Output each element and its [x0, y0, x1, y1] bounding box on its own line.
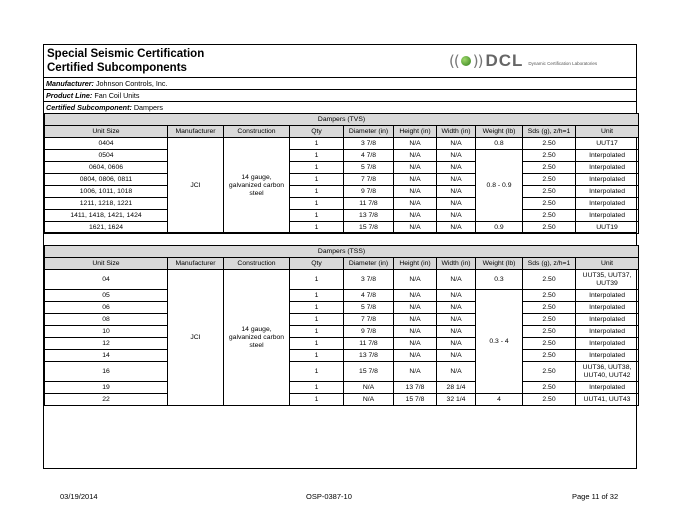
unit-cell: Interpolated: [576, 198, 639, 210]
unit-size-cell: 06: [45, 302, 168, 314]
unit-cell: UUT41, UUT43: [576, 394, 639, 406]
table-row: [45, 270, 639, 290]
height-cell: N/A: [394, 290, 437, 302]
unit-size-cell: 1411, 1418, 1421, 1424: [45, 210, 168, 222]
qty-cell: 1: [290, 350, 344, 362]
column-header: Unit Size: [45, 126, 168, 138]
unit-size-cell: 1211, 1218, 1221: [45, 198, 168, 210]
dcl-logo: [449, 51, 597, 71]
sds-cell: 2.50: [523, 162, 576, 174]
diameter-cell: 4 7/8: [344, 290, 394, 302]
column-header: Qty: [290, 258, 344, 270]
unit-cell: UUT35, UUT37, UUT39: [576, 270, 639, 290]
qty-cell: 1: [290, 382, 344, 394]
sds-cell: 2.50: [523, 302, 576, 314]
table-row: [45, 198, 639, 210]
column-header: Unit: [576, 258, 639, 270]
manufacturer-label: Manufacturer:: [46, 79, 94, 88]
table-row: [45, 290, 639, 302]
unit-size-cell: 16: [45, 362, 168, 382]
construction-cell: 14 gauge, galvanized carbon steel: [224, 138, 290, 234]
weight-cell: 0.3: [476, 270, 523, 290]
height-cell: N/A: [394, 186, 437, 198]
column-header: Unit: [576, 126, 639, 138]
unit-size-cell: 0504: [45, 150, 168, 162]
unit-size-cell: 14: [45, 350, 168, 362]
width-cell: N/A: [437, 162, 476, 174]
unit-cell: UUT19: [576, 222, 639, 234]
unit-cell: Interpolated: [576, 314, 639, 326]
unit-cell: Interpolated: [576, 210, 639, 222]
qty-cell: 1: [290, 302, 344, 314]
unit-size-cell: 04: [45, 270, 168, 290]
unit-cell: Interpolated: [576, 150, 639, 162]
sds-cell: 2.50: [523, 326, 576, 338]
column-header: Height (in): [394, 258, 437, 270]
width-cell: N/A: [437, 290, 476, 302]
diameter-cell: 3 7/8: [344, 138, 394, 150]
unit-size-cell: 1621, 1624: [45, 222, 168, 234]
section-title-row: [45, 246, 639, 258]
width-cell: N/A: [437, 210, 476, 222]
diameter-cell: 5 7/8: [344, 302, 394, 314]
weight-range-cell: 0.8 - 0.9: [476, 150, 523, 222]
height-cell: N/A: [394, 210, 437, 222]
width-cell: 32 1/4: [437, 394, 476, 406]
height-cell: N/A: [394, 350, 437, 362]
column-header: Weight (lb): [476, 258, 523, 270]
width-cell: N/A: [437, 314, 476, 326]
unit-cell: Interpolated: [576, 338, 639, 350]
unit-size-cell: 1006, 1011, 1018: [45, 186, 168, 198]
footer-doc-id: OSP-0387-10: [306, 492, 352, 501]
diameter-cell: 11 7/8: [344, 338, 394, 350]
table-row: [45, 162, 639, 174]
sds-cell: 2.50: [523, 198, 576, 210]
table-row: [45, 138, 639, 150]
unit-size-cell: 0404: [45, 138, 168, 150]
unit-size-cell: 22: [45, 394, 168, 406]
subcomponent-line: [44, 101, 636, 113]
sds-cell: 2.50: [523, 362, 576, 382]
sds-cell: 2.50: [523, 186, 576, 198]
sds-cell: 2.50: [523, 338, 576, 350]
sds-cell: 2.50: [523, 210, 576, 222]
column-header-row: [45, 258, 639, 270]
certification-sheet: [43, 44, 637, 469]
unit-cell: UUT17: [576, 138, 639, 150]
unit-cell: Interpolated: [576, 382, 639, 394]
construction-cell: 14 gauge, galvanized carbon steel: [224, 270, 290, 406]
unit-size-cell: 12: [45, 338, 168, 350]
sds-cell: 2.50: [523, 382, 576, 394]
height-cell: N/A: [394, 138, 437, 150]
sheet-title: Special Seismic Certification: [47, 48, 205, 60]
table-row: [45, 382, 639, 394]
width-cell: N/A: [437, 362, 476, 382]
height-cell: N/A: [394, 174, 437, 186]
unit-cell: Interpolated: [576, 326, 639, 338]
footer-page-number: Page 11 of 32: [572, 492, 619, 501]
manufacturer-cell: JCI: [168, 270, 224, 406]
qty-cell: 1: [290, 138, 344, 150]
sheet-header: [44, 45, 636, 77]
sds-cell: 2.50: [523, 138, 576, 150]
width-cell: N/A: [437, 174, 476, 186]
unit-size-cell: 05: [45, 290, 168, 302]
sds-cell: 2.50: [523, 270, 576, 290]
width-cell: N/A: [437, 326, 476, 338]
column-header: Weight (lb): [476, 126, 523, 138]
manufacturer-cell: JCI: [168, 138, 224, 234]
sds-cell: 2.50: [523, 150, 576, 162]
table-row: [45, 186, 639, 198]
width-cell: N/A: [437, 150, 476, 162]
unit-size-cell: 0604, 0606: [45, 162, 168, 174]
weight-cell: 4: [476, 394, 523, 406]
subcomponent-label: Certified Subcomponent:: [46, 103, 132, 112]
qty-cell: 1: [290, 186, 344, 198]
height-cell: N/A: [394, 270, 437, 290]
qty-cell: 1: [290, 362, 344, 382]
height-cell: N/A: [394, 302, 437, 314]
unit-size-cell: 0804, 0806, 0811: [45, 174, 168, 186]
qty-cell: 1: [290, 314, 344, 326]
qty-cell: 1: [290, 270, 344, 290]
logo-wave-left-icon: ((: [449, 52, 459, 70]
table-row: [45, 314, 639, 326]
height-cell: N/A: [394, 222, 437, 234]
diameter-cell: 4 7/8: [344, 150, 394, 162]
manufacturer-line: [44, 77, 636, 89]
diameter-cell: 7 7/8: [344, 314, 394, 326]
height-cell: N/A: [394, 326, 437, 338]
diameter-cell: 15 7/8: [344, 362, 394, 382]
sds-cell: 2.50: [523, 174, 576, 186]
qty-cell: 1: [290, 162, 344, 174]
height-cell: N/A: [394, 150, 437, 162]
table-row: [45, 338, 639, 350]
width-cell: N/A: [437, 198, 476, 210]
section-title: Dampers (TSS): [45, 246, 639, 258]
section-title: Dampers (TVS): [45, 114, 639, 126]
height-cell: N/A: [394, 362, 437, 382]
weight-range-cell: 0.3 - 4: [476, 290, 523, 394]
tvs-dampers-table: [44, 113, 639, 234]
sds-cell: 2.50: [523, 350, 576, 362]
table-row: [45, 210, 639, 222]
qty-cell: 1: [290, 222, 344, 234]
width-cell: N/A: [437, 338, 476, 350]
unit-cell: Interpolated: [576, 186, 639, 198]
table-row: [45, 174, 639, 186]
column-header: Sds (g), z/h=1: [523, 126, 576, 138]
column-header: Qty: [290, 126, 344, 138]
tss-dampers-table: [44, 245, 639, 406]
diameter-cell: N/A: [344, 394, 394, 406]
logo-green-dot-icon: [461, 56, 471, 66]
column-header: Unit Size: [45, 258, 168, 270]
column-header: Diameter (in): [344, 258, 394, 270]
diameter-cell: 11 7/8: [344, 198, 394, 210]
section-divider: [44, 232, 636, 233]
qty-cell: 1: [290, 290, 344, 302]
diameter-cell: 15 7/8: [344, 222, 394, 234]
height-cell: 13 7/8: [394, 382, 437, 394]
subcomponent-value: Dampers: [133, 103, 164, 112]
logo-wave-right-icon: )): [472, 52, 483, 70]
diameter-cell: 9 7/8: [344, 186, 394, 198]
table-row: [45, 362, 639, 382]
unit-cell: Interpolated: [576, 350, 639, 362]
table-row: [45, 394, 639, 406]
logo-text: DCL: [485, 51, 524, 70]
column-header: Diameter (in): [344, 126, 394, 138]
unit-size-cell: 19: [45, 382, 168, 394]
diameter-cell: 13 7/8: [344, 350, 394, 362]
height-cell: N/A: [394, 162, 437, 174]
qty-cell: 1: [290, 326, 344, 338]
width-cell: N/A: [437, 350, 476, 362]
width-cell: N/A: [437, 138, 476, 150]
sheet-subtitle: Certified Subcomponents: [47, 62, 187, 74]
unit-cell: Interpolated: [576, 290, 639, 302]
table-row: [45, 326, 639, 338]
qty-cell: 1: [290, 198, 344, 210]
qty-cell: 1: [290, 210, 344, 222]
height-cell: N/A: [394, 198, 437, 210]
height-cell: 15 7/8: [394, 394, 437, 406]
width-cell: N/A: [437, 186, 476, 198]
weight-cell: 0.9: [476, 222, 523, 234]
diameter-cell: 5 7/8: [344, 162, 394, 174]
manufacturer-value: Johnson Controls, Inc.: [95, 79, 168, 88]
section-title-row: [45, 114, 639, 126]
table-row: [45, 150, 639, 162]
diameter-cell: N/A: [344, 382, 394, 394]
sds-cell: 2.50: [523, 222, 576, 234]
height-cell: N/A: [394, 338, 437, 350]
sds-cell: 2.50: [523, 290, 576, 302]
width-cell: N/A: [437, 270, 476, 290]
logo-subtitle: Dynamic Certification Laboratories: [528, 61, 598, 66]
qty-cell: 1: [290, 174, 344, 186]
diameter-cell: 13 7/8: [344, 210, 394, 222]
table-row: [45, 302, 639, 314]
sds-cell: 2.50: [523, 394, 576, 406]
table-row: [45, 350, 639, 362]
weight-cell: 0.8: [476, 138, 523, 150]
unit-cell: Interpolated: [576, 174, 639, 186]
diameter-cell: 9 7/8: [344, 326, 394, 338]
unit-size-cell: 08: [45, 314, 168, 326]
product-label: Product Line:: [46, 91, 93, 100]
column-header: Construction: [224, 258, 290, 270]
column-header: Manufacturer: [168, 126, 224, 138]
width-cell: N/A: [437, 302, 476, 314]
diameter-cell: 7 7/8: [344, 174, 394, 186]
column-header: Sds (g), z/h=1: [523, 258, 576, 270]
column-header: Manufacturer: [168, 258, 224, 270]
column-header: Construction: [224, 126, 290, 138]
qty-cell: 1: [290, 394, 344, 406]
unit-cell: Interpolated: [576, 302, 639, 314]
product-value: Fan Coil Units: [94, 91, 140, 100]
qty-cell: 1: [290, 338, 344, 350]
footer-date: 03/19/2014: [60, 492, 98, 501]
column-header: Width (in): [437, 258, 476, 270]
unit-cell: UUT36, UUT38, UUT40, UUT42: [576, 362, 639, 382]
unit-cell: Interpolated: [576, 162, 639, 174]
unit-size-cell: 10: [45, 326, 168, 338]
sds-cell: 2.50: [523, 314, 576, 326]
width-cell: N/A: [437, 222, 476, 234]
width-cell: 28 1/4: [437, 382, 476, 394]
column-header: Width (in): [437, 126, 476, 138]
diameter-cell: 3 7/8: [344, 270, 394, 290]
column-header-row: [45, 126, 639, 138]
height-cell: N/A: [394, 314, 437, 326]
qty-cell: 1: [290, 150, 344, 162]
product-line: [44, 89, 636, 101]
column-header: Height (in): [394, 126, 437, 138]
